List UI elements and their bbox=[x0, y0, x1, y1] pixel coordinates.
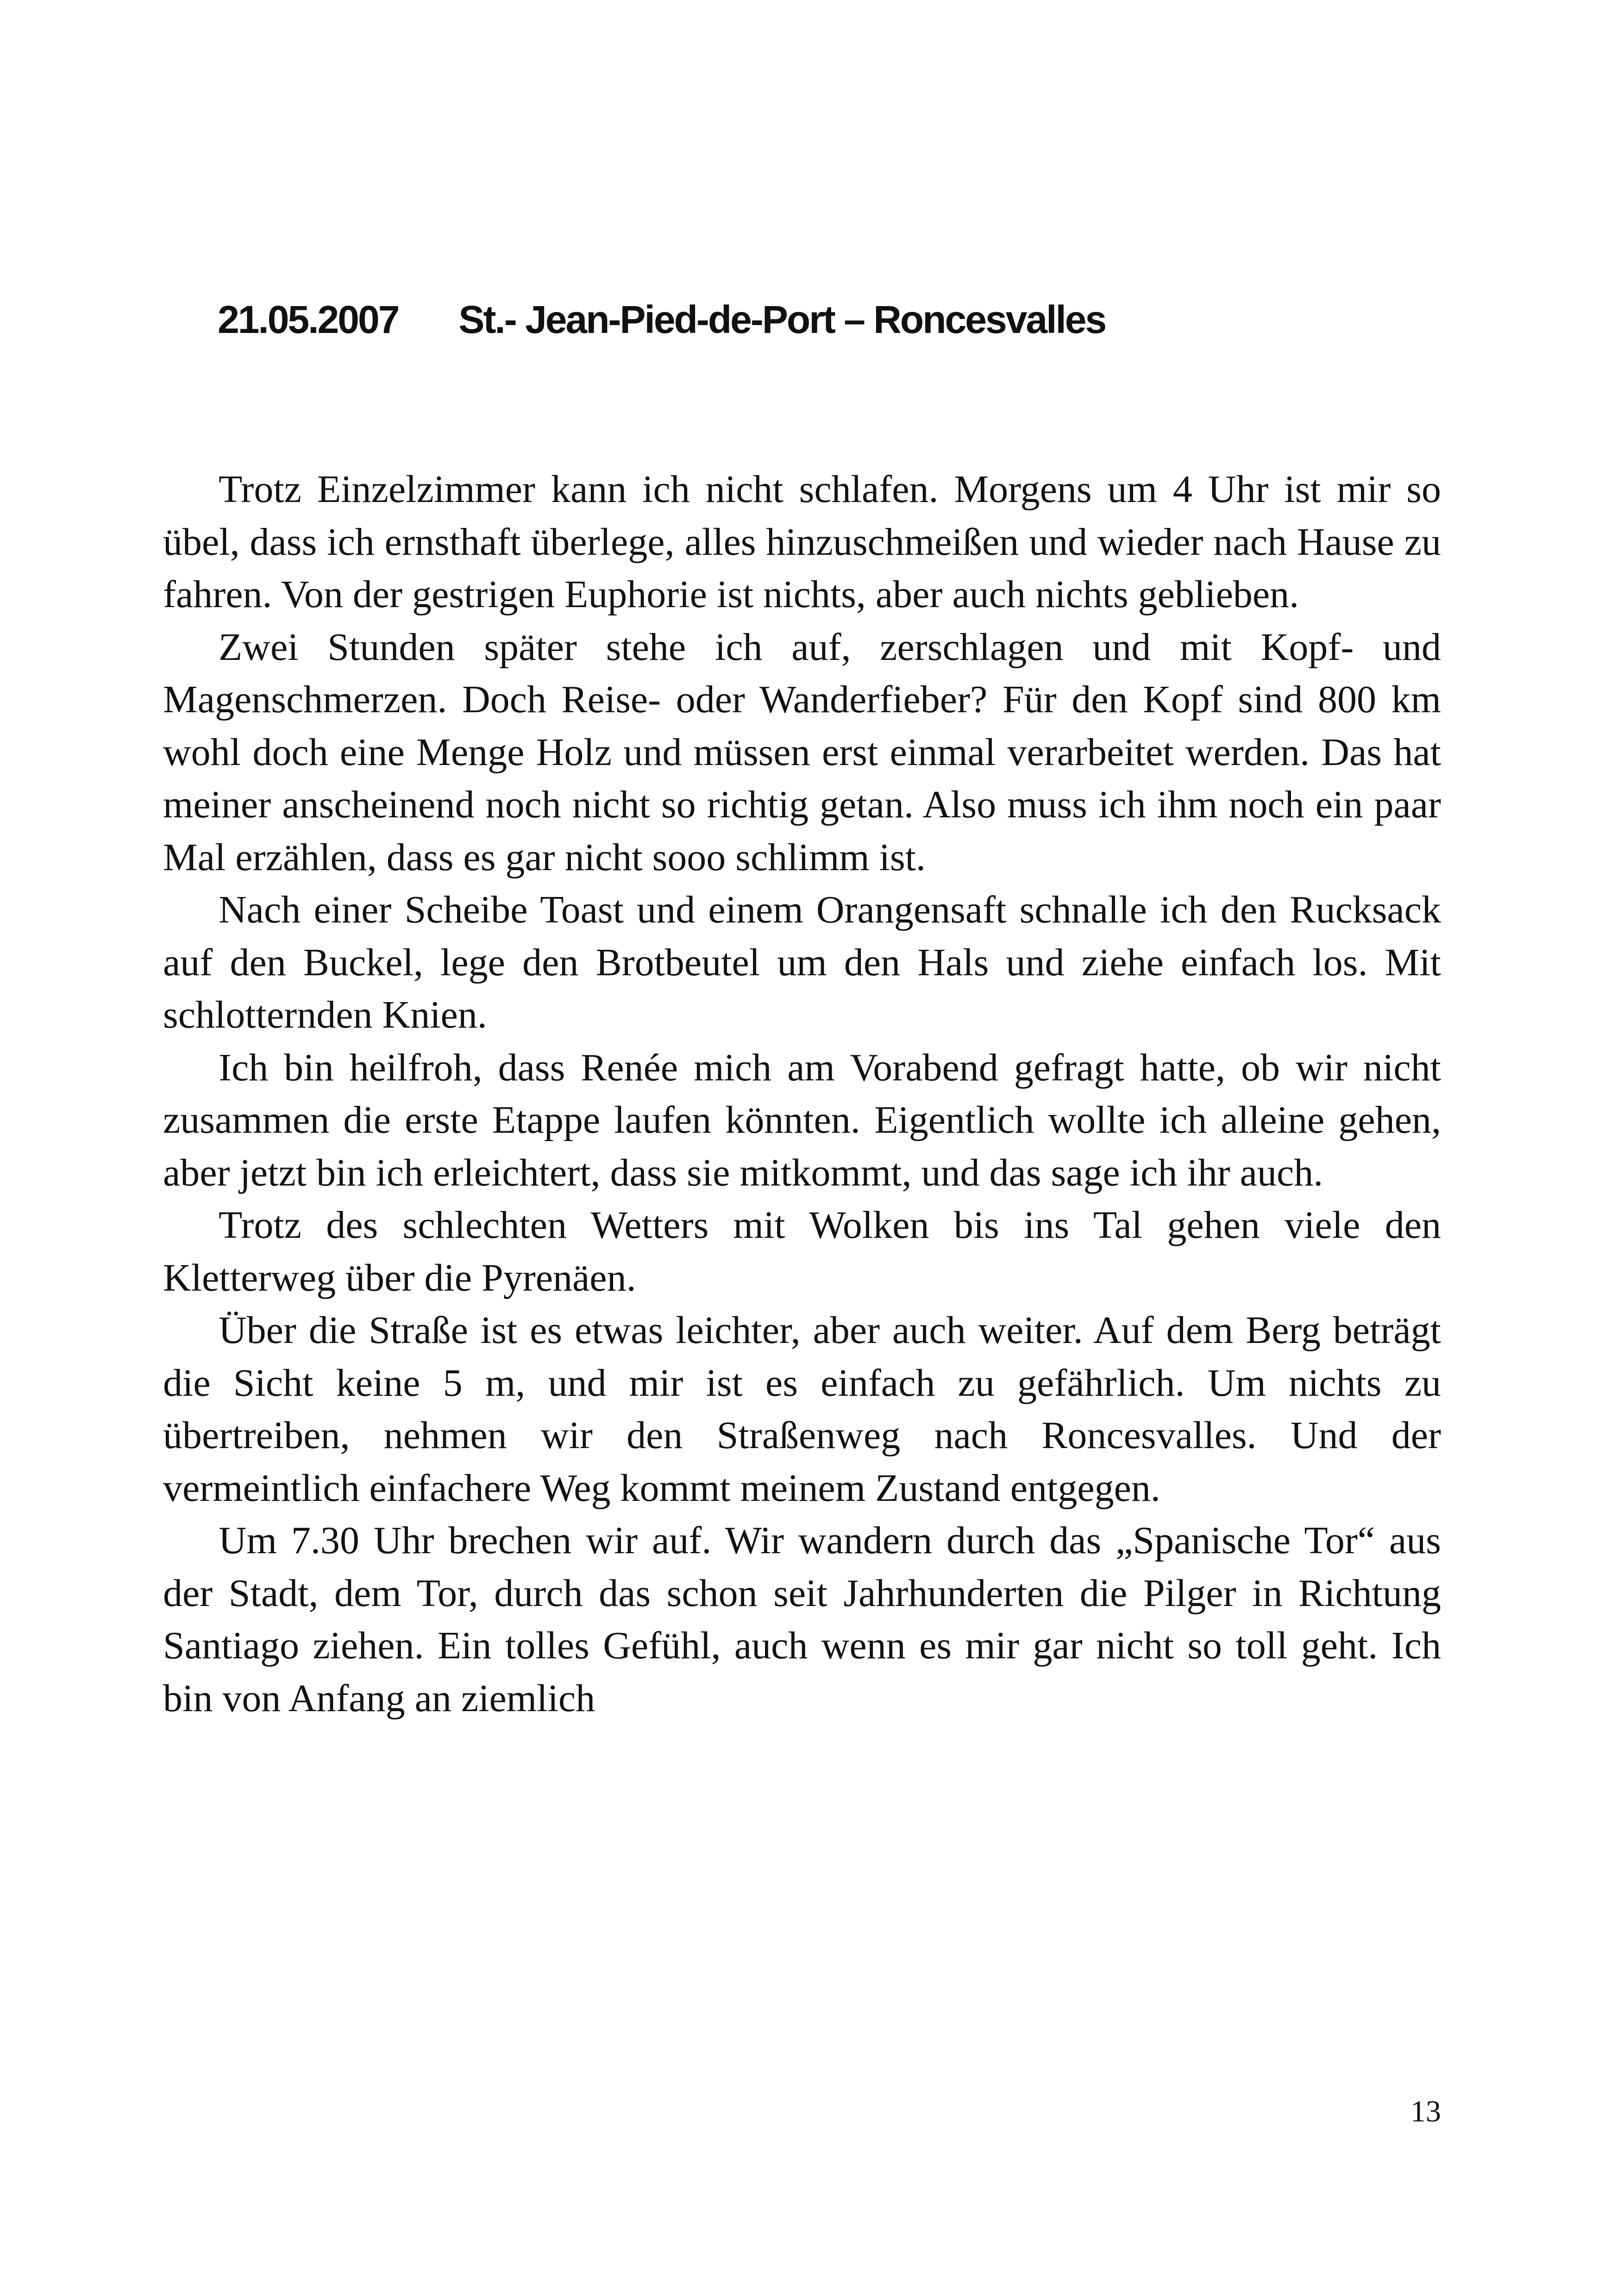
heading-route: St.- Jean-Pied-de-Port – Roncesvalles bbox=[458, 298, 1106, 341]
page-number: 13 bbox=[1410, 2095, 1441, 2128]
paragraph: Ich bin heilfroh, dass Renée mich am Vorabend gefragt hatte, ob wir nicht zusammen die erste Etappe laufen könnten. Eigentlich wollte ich alleine gehen, aber jetzt bin ich erleichtert, dass sie mitkommt, und das sage ich ihr auch. bbox=[163, 1046, 1441, 1194]
heading-date: 21.05.2007 bbox=[218, 298, 399, 341]
chapter-heading bbox=[218, 296, 1105, 343]
paragraph: Nach einer Scheibe Toast und einem Orangensaft schnalle ich den Rucksack auf den Buckel, lege den Brotbeutel um den Hals und ziehe einfach los. Mit schlotternden Knien. bbox=[163, 888, 1441, 1036]
paragraph: Trotz Einzelzimmer kann ich nicht schlafen. Morgens um 4 Uhr ist mir so übel, dass ich ernsthaft überlege, alles hinzuschmeißen und wieder nach Hause zu fahren. Von der gestrigen Euphorie ist nichts, aber auch nichts geblieben. bbox=[163, 468, 1441, 616]
body-text bbox=[163, 463, 1441, 1725]
paragraph: Um 7.30 Uhr brechen wir auf. Wir wandern durch das „Spanische Tor“ aus der Stadt, dem Tor, durch das schon seit Jahrhunderten die Pilger in Richtung Santiago ziehen. Ein tolles Gefühl, auch wenn es mir gar nicht so toll geht. Ich bin von Anfang an ziemlich bbox=[163, 1519, 1441, 1720]
paragraph: Über die Straße ist es etwas leichter, aber auch weiter. Auf dem Berg beträgt die Sicht keine 5 m, und mir ist es einfach zu gefährlich. Um nichts zu übertreiben, nehmen wir den Straßenweg nach Roncesvalles. Und der vermeintlich einfachere Weg kommt meinem Zustand entgegen. bbox=[163, 1309, 1441, 1510]
paragraph: Trotz des schlechten Wetters mit Wolken bis ins Tal gehen viele den Kletterweg über die Pyrenäen. bbox=[163, 1204, 1441, 1299]
paragraph: Zwei Stunden später stehe ich auf, zerschlagen und mit Kopf- und Magenschmerzen. Doch Reise- oder Wanderfieber? Für den Kopf sind 800 km wohl doch eine Menge Holz und müssen erst einmal verarbeitet werden. Das hat meiner anscheinend noch nicht so richtig getan. Also muss ich ihm noch ein paar Mal erzählen, dass es gar nicht sooo schlimm ist. bbox=[163, 625, 1441, 879]
